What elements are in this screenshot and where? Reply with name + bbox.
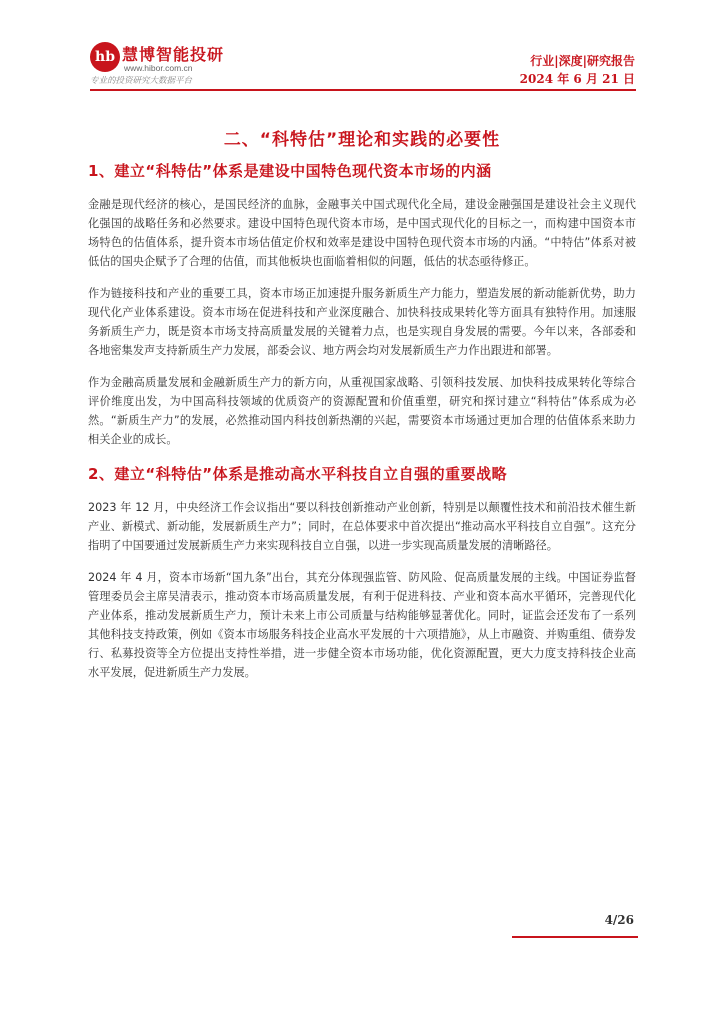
hibor-logo-icon: hb bbox=[90, 42, 120, 72]
paragraph: 2023 年 12 月，中央经济工作会议指出“要以科技创新推动产业创新，特别是以颠覆性技术和前沿技术催生新产业、新模式、新动能，发展新质生产力”；同时，在总体要求中首次提出“推动高水平科技自立自强”。这充分指明了中国要通过发展新质生产力来实现科技自立自强，以进一步实现高质量发展的清晰路径。 bbox=[88, 501, 636, 552]
report-date: 2024 年 6 月 21 日 bbox=[519, 72, 635, 86]
logo-slogan: 专业的投资研究大数据平台 bbox=[90, 76, 193, 86]
header-divider bbox=[90, 89, 636, 91]
report-type: 行业|深度|研究报告 bbox=[530, 54, 635, 68]
section-2 bbox=[88, 463, 636, 682]
page-number: 4/26 bbox=[604, 913, 634, 927]
section-1 bbox=[88, 160, 636, 449]
footer-divider bbox=[512, 936, 638, 938]
paragraph: 金融是现代经济的核心，是国民经济的血脉，金融事关中国式现代化全局，建设金融强国是建设社会主义现代化强国的战略任务和必然要求。建设中国特色现代资本市场，是中国式现代化的目标之一，而构建中国资本市场特色的估值体系，提升资本市场估值定价权和效率是建设中国特色现代资本市场的内涵。“中特估”体系对被低估的国央企赋予了合理的估值，而其他板块也面临着相似的问题，低估的状态亟待修正。 bbox=[88, 198, 636, 268]
document-body bbox=[88, 160, 636, 695]
section-heading: 1、建立“科特估”体系是建设中国特色现代资本市场的内涵 bbox=[88, 162, 492, 180]
paragraph: 作为金融高质量发展和金融新质生产力的新方向，从重视国家战略、引领科技发展、加快科技成果转化等综合评价维度出发，为中国高科技领域的优质资产的资源配置和价值重塑，研究和探讨建立“科特估”体系成为必然。“新质生产力”的发展，必然推动国内科技创新热潮的兴起，需要资本市场通过更加合理的估值体系来助力相关企业的成长。 bbox=[88, 376, 636, 446]
paragraph: 2024 年 4 月，资本市场新“国九条”出台，其充分体现强监管、防风险、促高质量发展的主线。中国证券监督管理委员会主席吴清表示，推动资本市场高质量发展，有利于促进科技、产业和资本高水平循环，完善现代化产业体系，推动发展新质生产力，预计未来上市公司质量与结构能够显著优化。同时，证监会还发布了一系列其他科技支持政策，例如《资本市场服务科技企业高水平发展的十六项措施》，从上市融资、并购重组、债券发行、私募投资等全方位提出支持性举措，进一步健全资本市场功能，优化资源配置，更大力度支持科技企业高水平发展，促进新质生产力发展。 bbox=[88, 571, 636, 679]
logo-name: 慧博智能投研 bbox=[122, 45, 225, 64]
paragraph: 作为链接科技和产业的重要工具，资本市场正加速提升服务新质生产力能力，塑造发展的新动能新优势，助力现代化产业体系建设。资本市场在促进科技和产业深度融合、加快科技成果转化等方面具有独特作用。加速服务新质生产力，既是资本市场支持高质量发展的关键着力点，也是实现自身发展的需要。今年以来，各部委和各地密集发声支持新质生产力发展，部委会议、地方两会均对发展新质生产力作出跟进和部署。 bbox=[88, 287, 636, 357]
section-heading: 2、建立“科特估”体系是推动高水平科技自立自强的重要战略 bbox=[88, 465, 508, 483]
logo-url: www.hibor.com.cn bbox=[124, 63, 193, 73]
page-header bbox=[0, 0, 724, 100]
section-title: 二、“科特估”理论和实践的必要性 bbox=[223, 130, 501, 150]
